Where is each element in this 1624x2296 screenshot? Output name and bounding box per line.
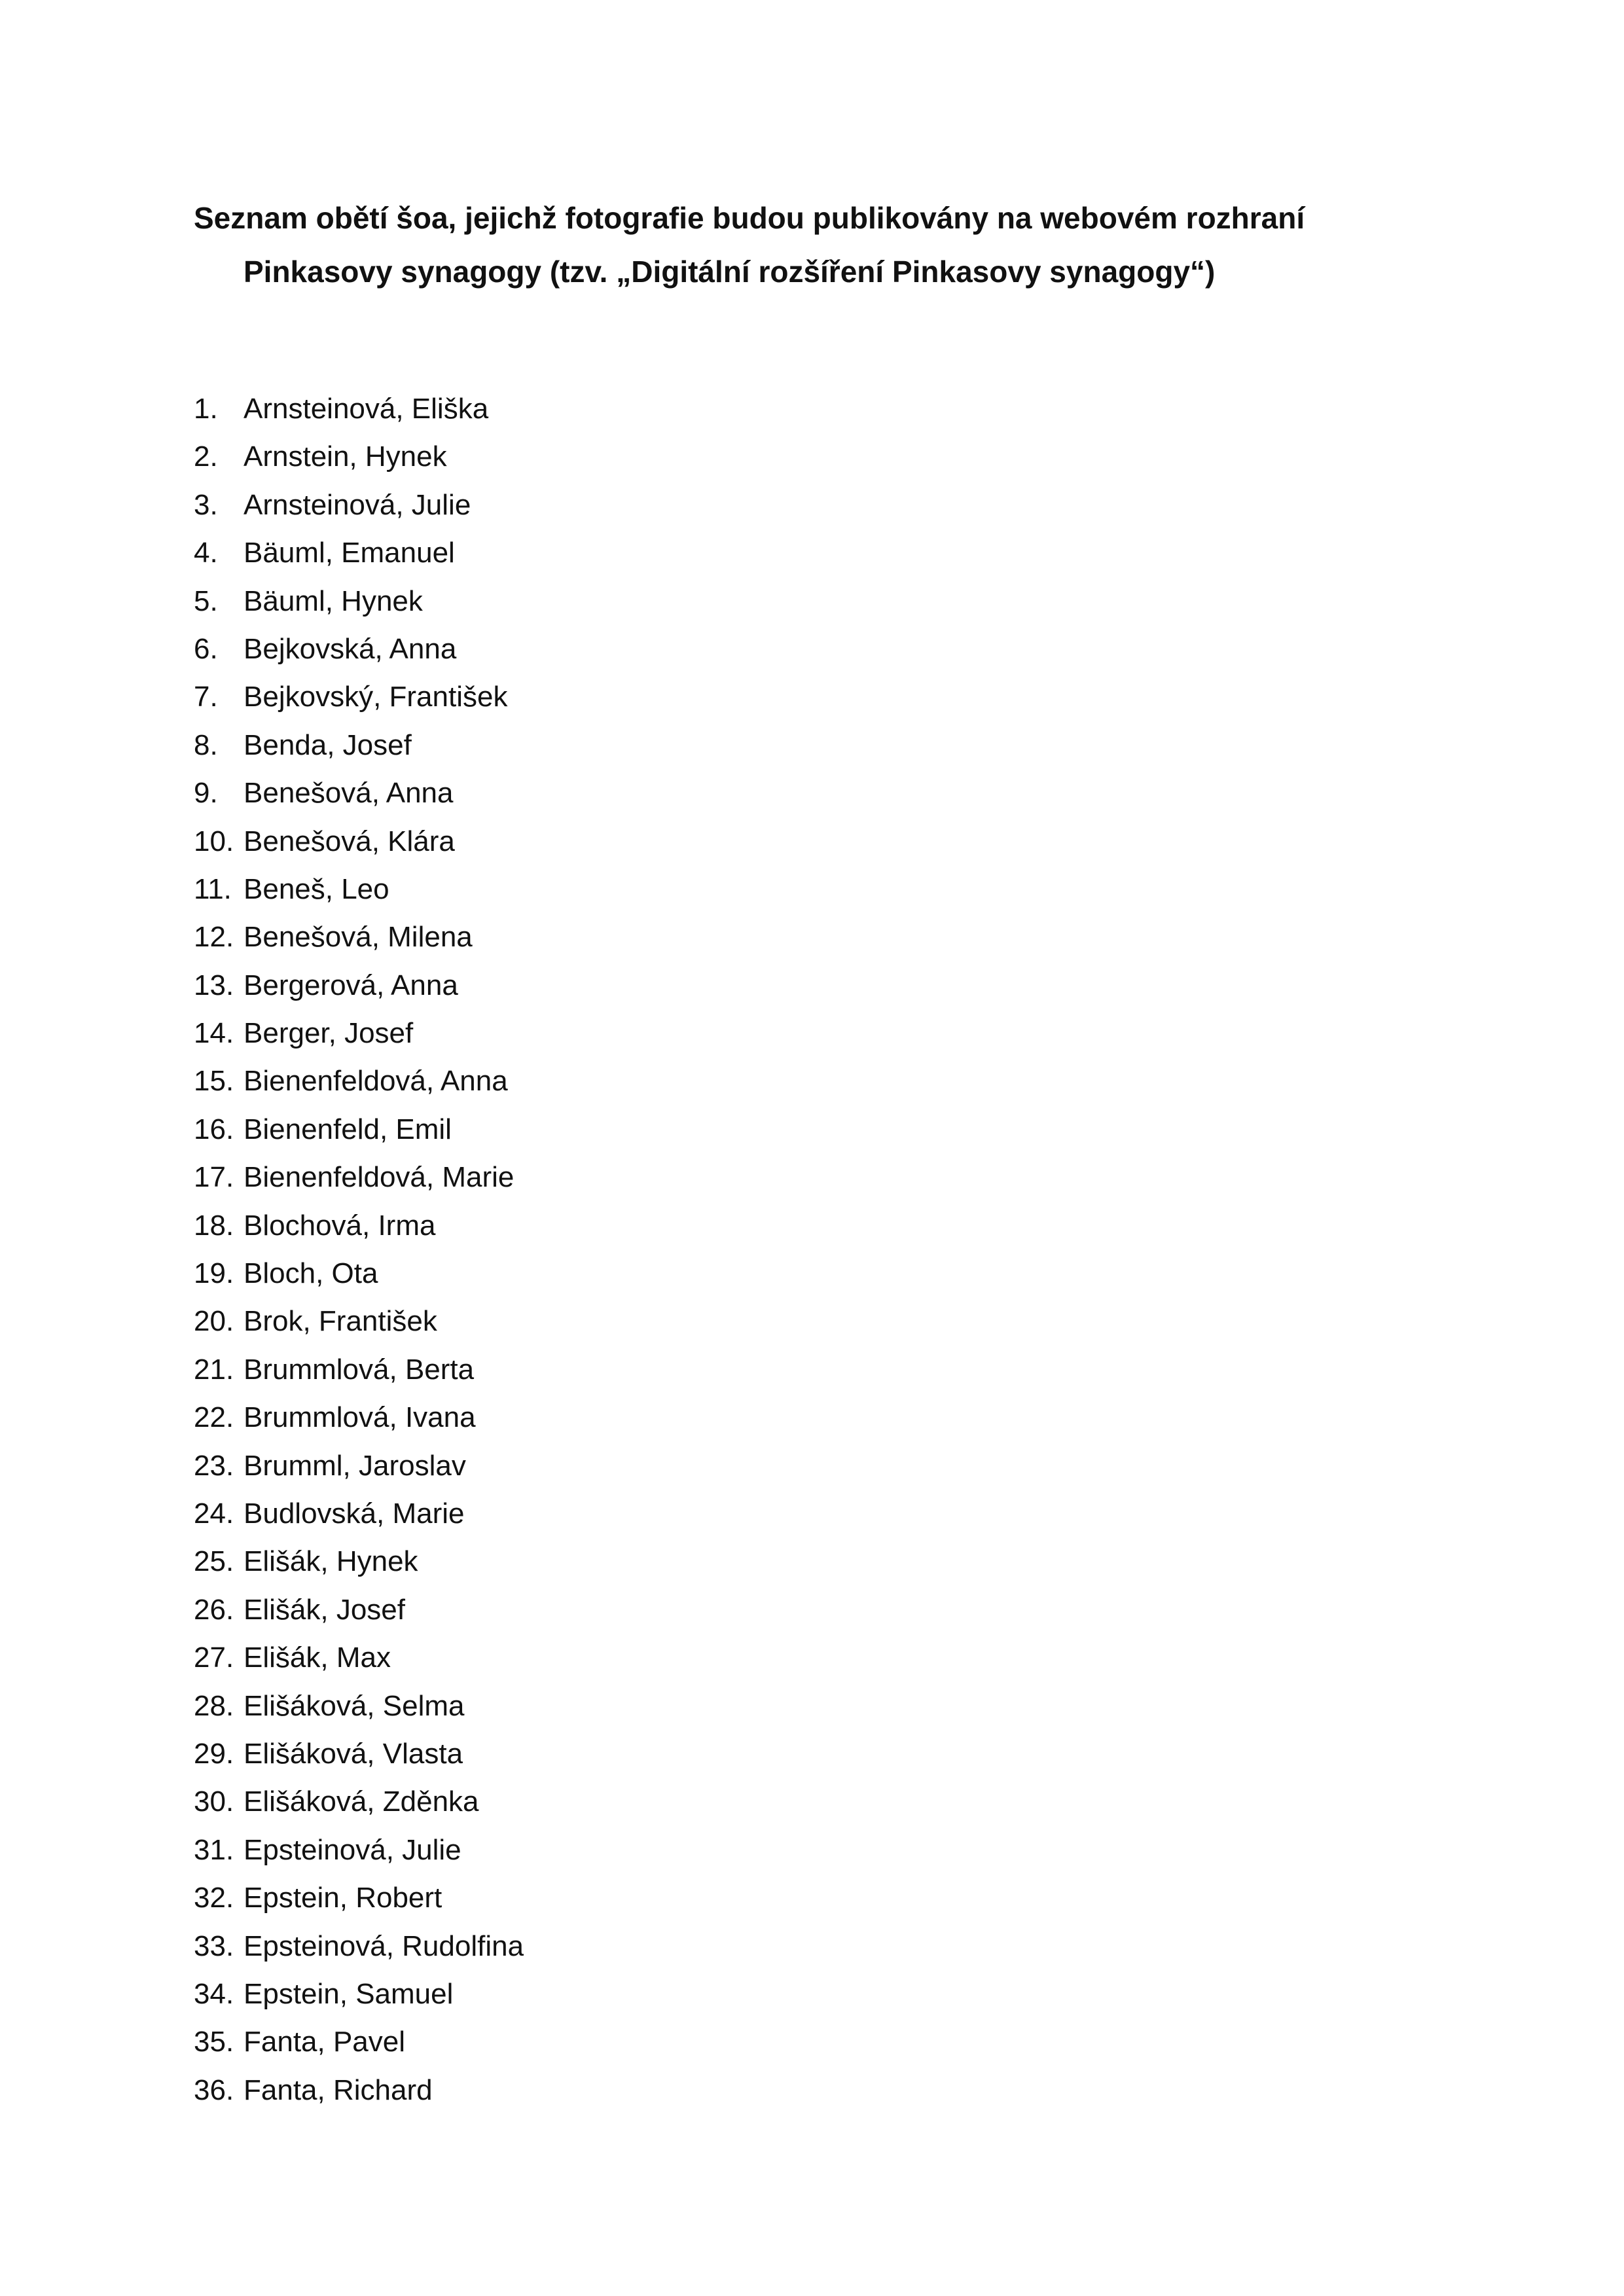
list-item-name: Elišáková, Selma — [244, 1689, 465, 1722]
list-item-name: Elišák, Hynek — [244, 1545, 418, 1578]
list-item-name: Brok, František — [244, 1305, 437, 1338]
list-item-name: Elišáková, Vlasta — [244, 1737, 463, 1770]
list-item-number: 1. — [194, 393, 218, 425]
list-item-number: 26. — [194, 1593, 234, 1626]
list-item-number: 12. — [194, 921, 234, 954]
list-item-name: Budlovská, Marie — [244, 1497, 465, 1530]
list-item-number: 16. — [194, 1113, 234, 1145]
list-item — [194, 481, 524, 529]
list-item-name: Blochová, Irma — [244, 1209, 436, 1242]
list-item — [194, 913, 524, 961]
list-item — [194, 2066, 524, 2114]
list-item-name: Epstein, Samuel — [244, 1977, 454, 2010]
list-item-name: Bäuml, Hynek — [244, 584, 423, 617]
list-item — [194, 1682, 524, 1730]
list-item-number: 35. — [194, 2026, 234, 2058]
list-item-name: Bienenfeldová, Marie — [244, 1161, 514, 1194]
list-item — [194, 1393, 524, 1441]
list-item-name: Benešová, Milena — [244, 921, 473, 954]
list-item-name: Bäuml, Emanuel — [244, 537, 455, 569]
list-item-name: Epstein, Robert — [244, 1882, 442, 1914]
list-item — [194, 1153, 524, 1201]
list-item-number: 17. — [194, 1161, 234, 1194]
list-item-number: 20. — [194, 1305, 234, 1338]
list-item — [194, 1346, 524, 1393]
list-item-number: 5. — [194, 584, 218, 617]
list-item-number: 18. — [194, 1209, 234, 1242]
list-item — [194, 817, 524, 865]
list-item-number: 31. — [194, 1833, 234, 1866]
list-item — [194, 1634, 524, 1681]
list-item-number: 11. — [194, 872, 232, 905]
list-item — [194, 1586, 524, 1634]
list-item-name: Brummlová, Berta — [244, 1353, 475, 1386]
list-item-name: Beneš, Leo — [244, 872, 389, 905]
list-item-name: Arnsteinová, Julie — [244, 488, 471, 521]
list-item — [194, 529, 524, 577]
list-item — [194, 1874, 524, 1922]
list-item-number: 4. — [194, 537, 218, 569]
list-item-name: Epsteinová, Julie — [244, 1833, 461, 1866]
list-item-number: 32. — [194, 1882, 234, 1914]
list-item — [194, 865, 524, 913]
list-item-name: Elišáková, Zděnka — [244, 1785, 479, 1818]
list-item-number: 7. — [194, 681, 218, 713]
list-item — [194, 1009, 524, 1057]
list-item-name: Brummlová, Ivana — [244, 1401, 476, 1434]
list-item-number: 24. — [194, 1497, 234, 1530]
list-item — [194, 625, 524, 673]
list-item-number: 36. — [194, 2073, 234, 2106]
list-item-name: Epsteinová, Rudolfina — [244, 1929, 524, 1962]
list-item — [194, 961, 524, 1009]
list-item — [194, 577, 524, 625]
list-item-name: Bergerová, Anna — [244, 969, 458, 1001]
list-item — [194, 1490, 524, 1537]
list-item — [194, 1105, 524, 1153]
list-item-number: 19. — [194, 1257, 234, 1290]
document-title — [194, 191, 1437, 298]
victim-list — [194, 385, 524, 2114]
list-item-name: Arnsteinová, Eliška — [244, 393, 489, 425]
list-item — [194, 1202, 524, 1249]
list-item-number: 21. — [194, 1353, 234, 1386]
title-line-2: Pinkasovy synagogy (tzv. „Digitální rozšíření Pinkasovy synagogy“) — [244, 255, 1216, 289]
list-item-name: Arnstein, Hynek — [244, 440, 447, 473]
list-item — [194, 1249, 524, 1297]
list-item-name: Bejkovský, František — [244, 681, 508, 713]
list-item-number: 33. — [194, 1929, 234, 1962]
list-item — [194, 2018, 524, 2066]
list-item — [194, 1297, 524, 1345]
list-item-number: 13. — [194, 969, 234, 1001]
list-item — [194, 1922, 524, 1970]
list-item-number: 15. — [194, 1065, 234, 1098]
list-item — [194, 673, 524, 721]
list-item-name: Elišák, Max — [244, 1641, 391, 1674]
list-item-name: Benda, Josef — [244, 728, 412, 761]
list-item-name: Benešová, Klára — [244, 825, 455, 857]
list-item — [194, 433, 524, 480]
list-item — [194, 1442, 524, 1490]
list-item-name: Brumml, Jaroslav — [244, 1449, 466, 1482]
list-item-name: Bejkovská, Anna — [244, 632, 457, 665]
list-item-name: Benešová, Anna — [244, 777, 454, 810]
list-item-name: Bienenfeldová, Anna — [244, 1065, 508, 1098]
list-item-number: 30. — [194, 1785, 234, 1818]
list-item-name: Bienenfeld, Emil — [244, 1113, 452, 1145]
list-item-number: 28. — [194, 1689, 234, 1722]
list-item-number: 3. — [194, 488, 218, 521]
list-item — [194, 385, 524, 433]
list-item — [194, 1730, 524, 1778]
list-item-number: 14. — [194, 1017, 234, 1050]
list-item — [194, 1970, 524, 2018]
list-item — [194, 1826, 524, 1874]
list-item-number: 25. — [194, 1545, 234, 1578]
list-item-number: 27. — [194, 1641, 234, 1674]
list-item-name: Fanta, Richard — [244, 2073, 433, 2106]
list-item-name: Fanta, Pavel — [244, 2026, 406, 2058]
list-item-number: 23. — [194, 1449, 234, 1482]
list-item-number: 8. — [194, 728, 218, 761]
list-item — [194, 769, 524, 817]
list-item-number: 2. — [194, 440, 218, 473]
list-item — [194, 1537, 524, 1585]
list-item-name: Berger, Josef — [244, 1017, 414, 1050]
list-item-number: 6. — [194, 632, 218, 665]
list-item-name: Elišák, Josef — [244, 1593, 405, 1626]
list-item-number: 22. — [194, 1401, 234, 1434]
list-item — [194, 721, 524, 769]
list-item-number: 9. — [194, 777, 218, 810]
list-item-number: 29. — [194, 1737, 234, 1770]
list-item-name: Bloch, Ota — [244, 1257, 378, 1290]
title-line-1: Seznam obětí šoa, jejichž fotografie budou publikovány na webovém rozhraní — [194, 201, 1305, 235]
list-item-number: 10. — [194, 825, 234, 857]
list-item — [194, 1778, 524, 1825]
list-item — [194, 1057, 524, 1105]
list-item-number: 34. — [194, 1977, 234, 2010]
